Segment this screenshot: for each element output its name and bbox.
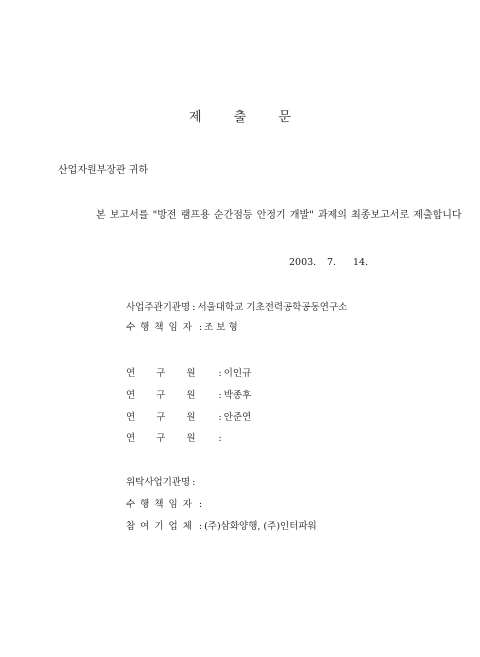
org-institution-label: 사업주관기관명: [126, 302, 191, 313]
org-row-institution: [126, 301, 347, 315]
contract-companies-colon: :: [198, 521, 203, 532]
contract-row-institution: [126, 476, 197, 490]
contract-lead-label: 수행책임자: [126, 499, 197, 510]
researcher-name: 이인규: [223, 368, 252, 379]
contract-institution-colon: :: [192, 477, 196, 488]
recipient-line: 산업자원부장관 귀하: [58, 165, 149, 176]
researcher-label: 연구원: [126, 368, 217, 379]
contract-institution-label: 위탁사업기관명: [126, 477, 191, 488]
org-institution-value: 서울대학교 기초전력공학공동연구소: [197, 302, 348, 313]
researcher-name: 안준연: [223, 412, 252, 423]
researcher-colon: :: [218, 433, 222, 444]
date-month: 7.: [327, 257, 337, 268]
researcher-colon: :: [218, 368, 222, 379]
researcher-label: 연구원: [126, 390, 217, 401]
researcher-row: [126, 367, 251, 381]
contract-lead-colon: :: [198, 499, 203, 510]
researcher-label: 연구원: [126, 412, 217, 423]
document-title: 제 출 문: [189, 110, 305, 125]
contract-companies-label: 참여기업체: [126, 521, 197, 532]
submission-statement: 본 보고서를 "방전 램프용 순간점등 안정기 개발" 과제의 최종보고서로 제출합니다: [96, 210, 462, 221]
researcher-row: [126, 432, 224, 446]
org-lead-colon: :: [198, 322, 203, 333]
researcher-name: 박종후: [223, 390, 252, 401]
org-lead-value: 조 보 형: [204, 322, 238, 333]
researcher-row: [126, 411, 251, 425]
org-lead-label: 수행책임자: [126, 322, 197, 333]
contract-row-lead: [126, 498, 204, 512]
researcher-colon: :: [218, 390, 222, 401]
date-day: 14.: [353, 257, 369, 268]
researcher-colon: :: [218, 412, 222, 423]
contract-row-companies: [126, 520, 317, 534]
org-row-lead: [126, 321, 238, 335]
org-institution-colon: :: [192, 302, 196, 313]
researcher-label: 연구원: [126, 433, 217, 444]
date-year: 2003.: [289, 257, 317, 268]
contract-companies-value: (주)삼화양행, (주)인터파워: [204, 521, 317, 532]
researcher-row: [126, 389, 251, 403]
